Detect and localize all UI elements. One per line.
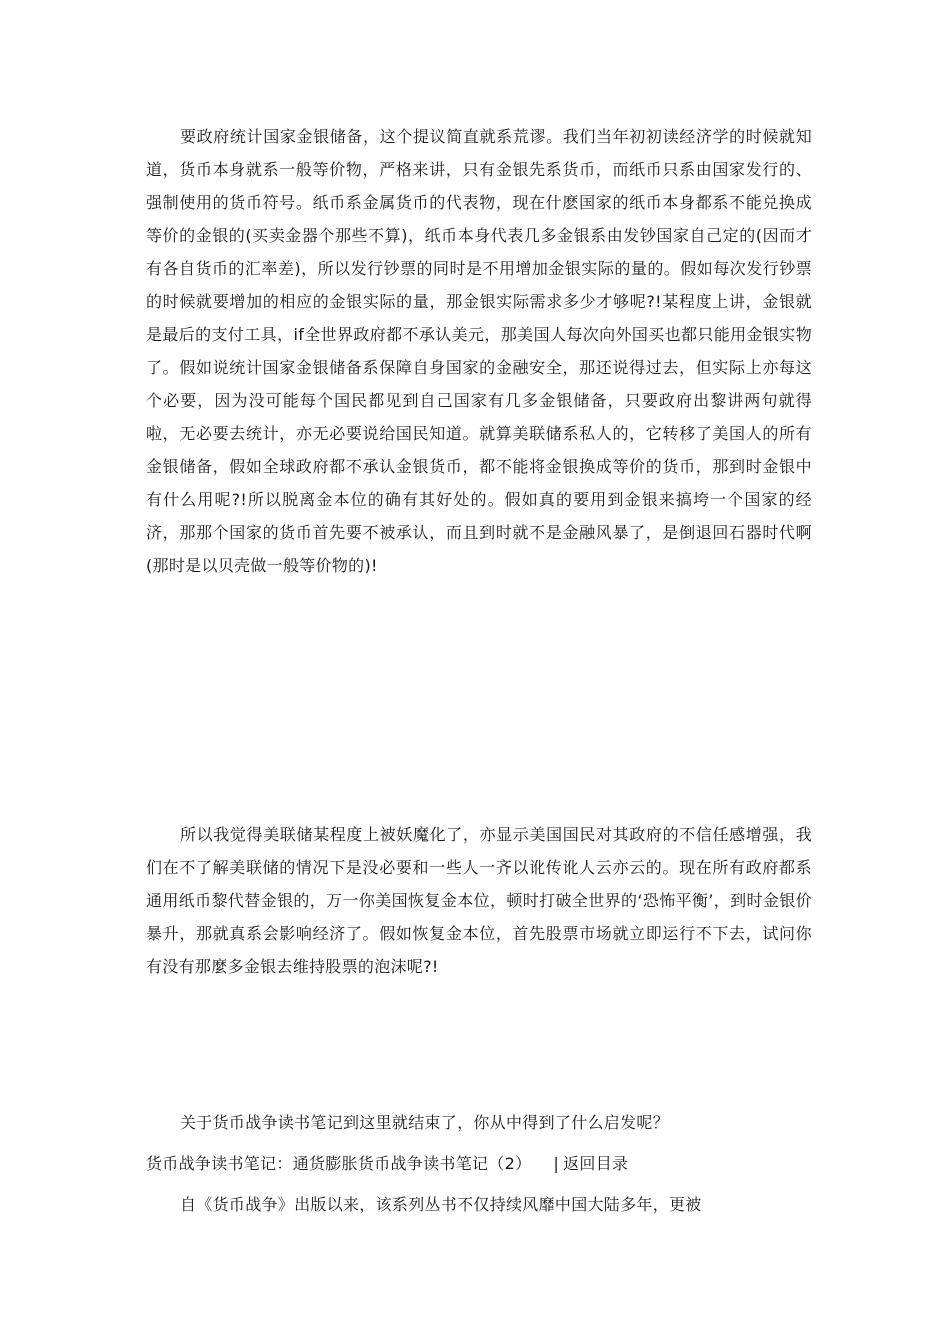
next-article-paragraph: 自《货币战争》出版以来，该系列丛书不仅持续风靡中国大陆多年，更被 bbox=[180, 1195, 702, 1214]
body-paragraph-gold-reserves: 要政府统计国家金银储备，这个提议简直就系荒谬。我们当年初初读经济学的时候就知道，货币本身就系一般等价物，严格来讲，只有金银先系货币，而纸币只系由国家发行的、强制使用的货币符号。纸币系金属货币的代表物，现在什麽国家的纸币本身都系不能兑换成等价的金银的(买卖金器个那些不算)，纸币本身代表几多金银系由发钞国家自己定的(因而才有各自货币的汇率差)，所以发行钞票的同时是不用增加金银实际的量的。假如每次发行钞票的时候就要增加的相应的金银实际的量，那金银实际需求多少才够呢?!某程度上讲，金银就是最后的支付工具，if全世界政府都不承认美元，那美国人每次向外国买也都只能用金银实物了。假如说统计国家金银储备系保障自身国家的金融安全，那还说得过去，但实际上亦每这个必要，因为没可能每个国民都见到自己国家有几多金银储备，只要政府出黎讲两句就得啦，无必要去统计，亦无必要说给国民知道。就算美联储系私人的，它转移了美国人的所有金银储备，假如全球政府都不承认金银货币，都不能将金银换成等价的货币，那到时金银中有什么用呢?!所以脱离金本位的确有其好处的。假如真的要用到金银来搞垮一个国家的经济，那那个国家的货币首先要不被承认，而且到时就不是金融风暴了，是倒退回石器时代啊(那时是以贝壳做一般等价物的)! bbox=[146, 127, 812, 575]
link-separator: | bbox=[553, 1154, 560, 1173]
body-paragraph-fed-demonized: 所以我觉得美联储某程度上被妖魔化了，亦显示美国国民对其政府的不信任感增强，我们在不了解美联储的情况下是没必要和一些人一齐以讹传讹人云亦云的。现在所有政府都系通用纸币黎代替金银的，万一你美国恢复金本位，顿时打破全世界的‘恐怖平衡’，到时金银价暴升，那就真系会影响经济了。假如恢复金本位，首先股票市场就立即运行不下去，试问你有没有那麼多金银去维持股票的泡沫呢?! bbox=[146, 825, 812, 976]
article-nav bbox=[146, 1147, 812, 1180]
prev-article-link[interactable]: 货币战争读书笔记：通货膨胀货币战争读书笔记（2） bbox=[146, 1154, 532, 1173]
back-to-index-link[interactable]: 返回目录 bbox=[563, 1154, 629, 1173]
closing-paragraph: 关于货币战争读书笔记到这里就结束了，你从中得到了什么启发呢？ bbox=[180, 1113, 670, 1132]
